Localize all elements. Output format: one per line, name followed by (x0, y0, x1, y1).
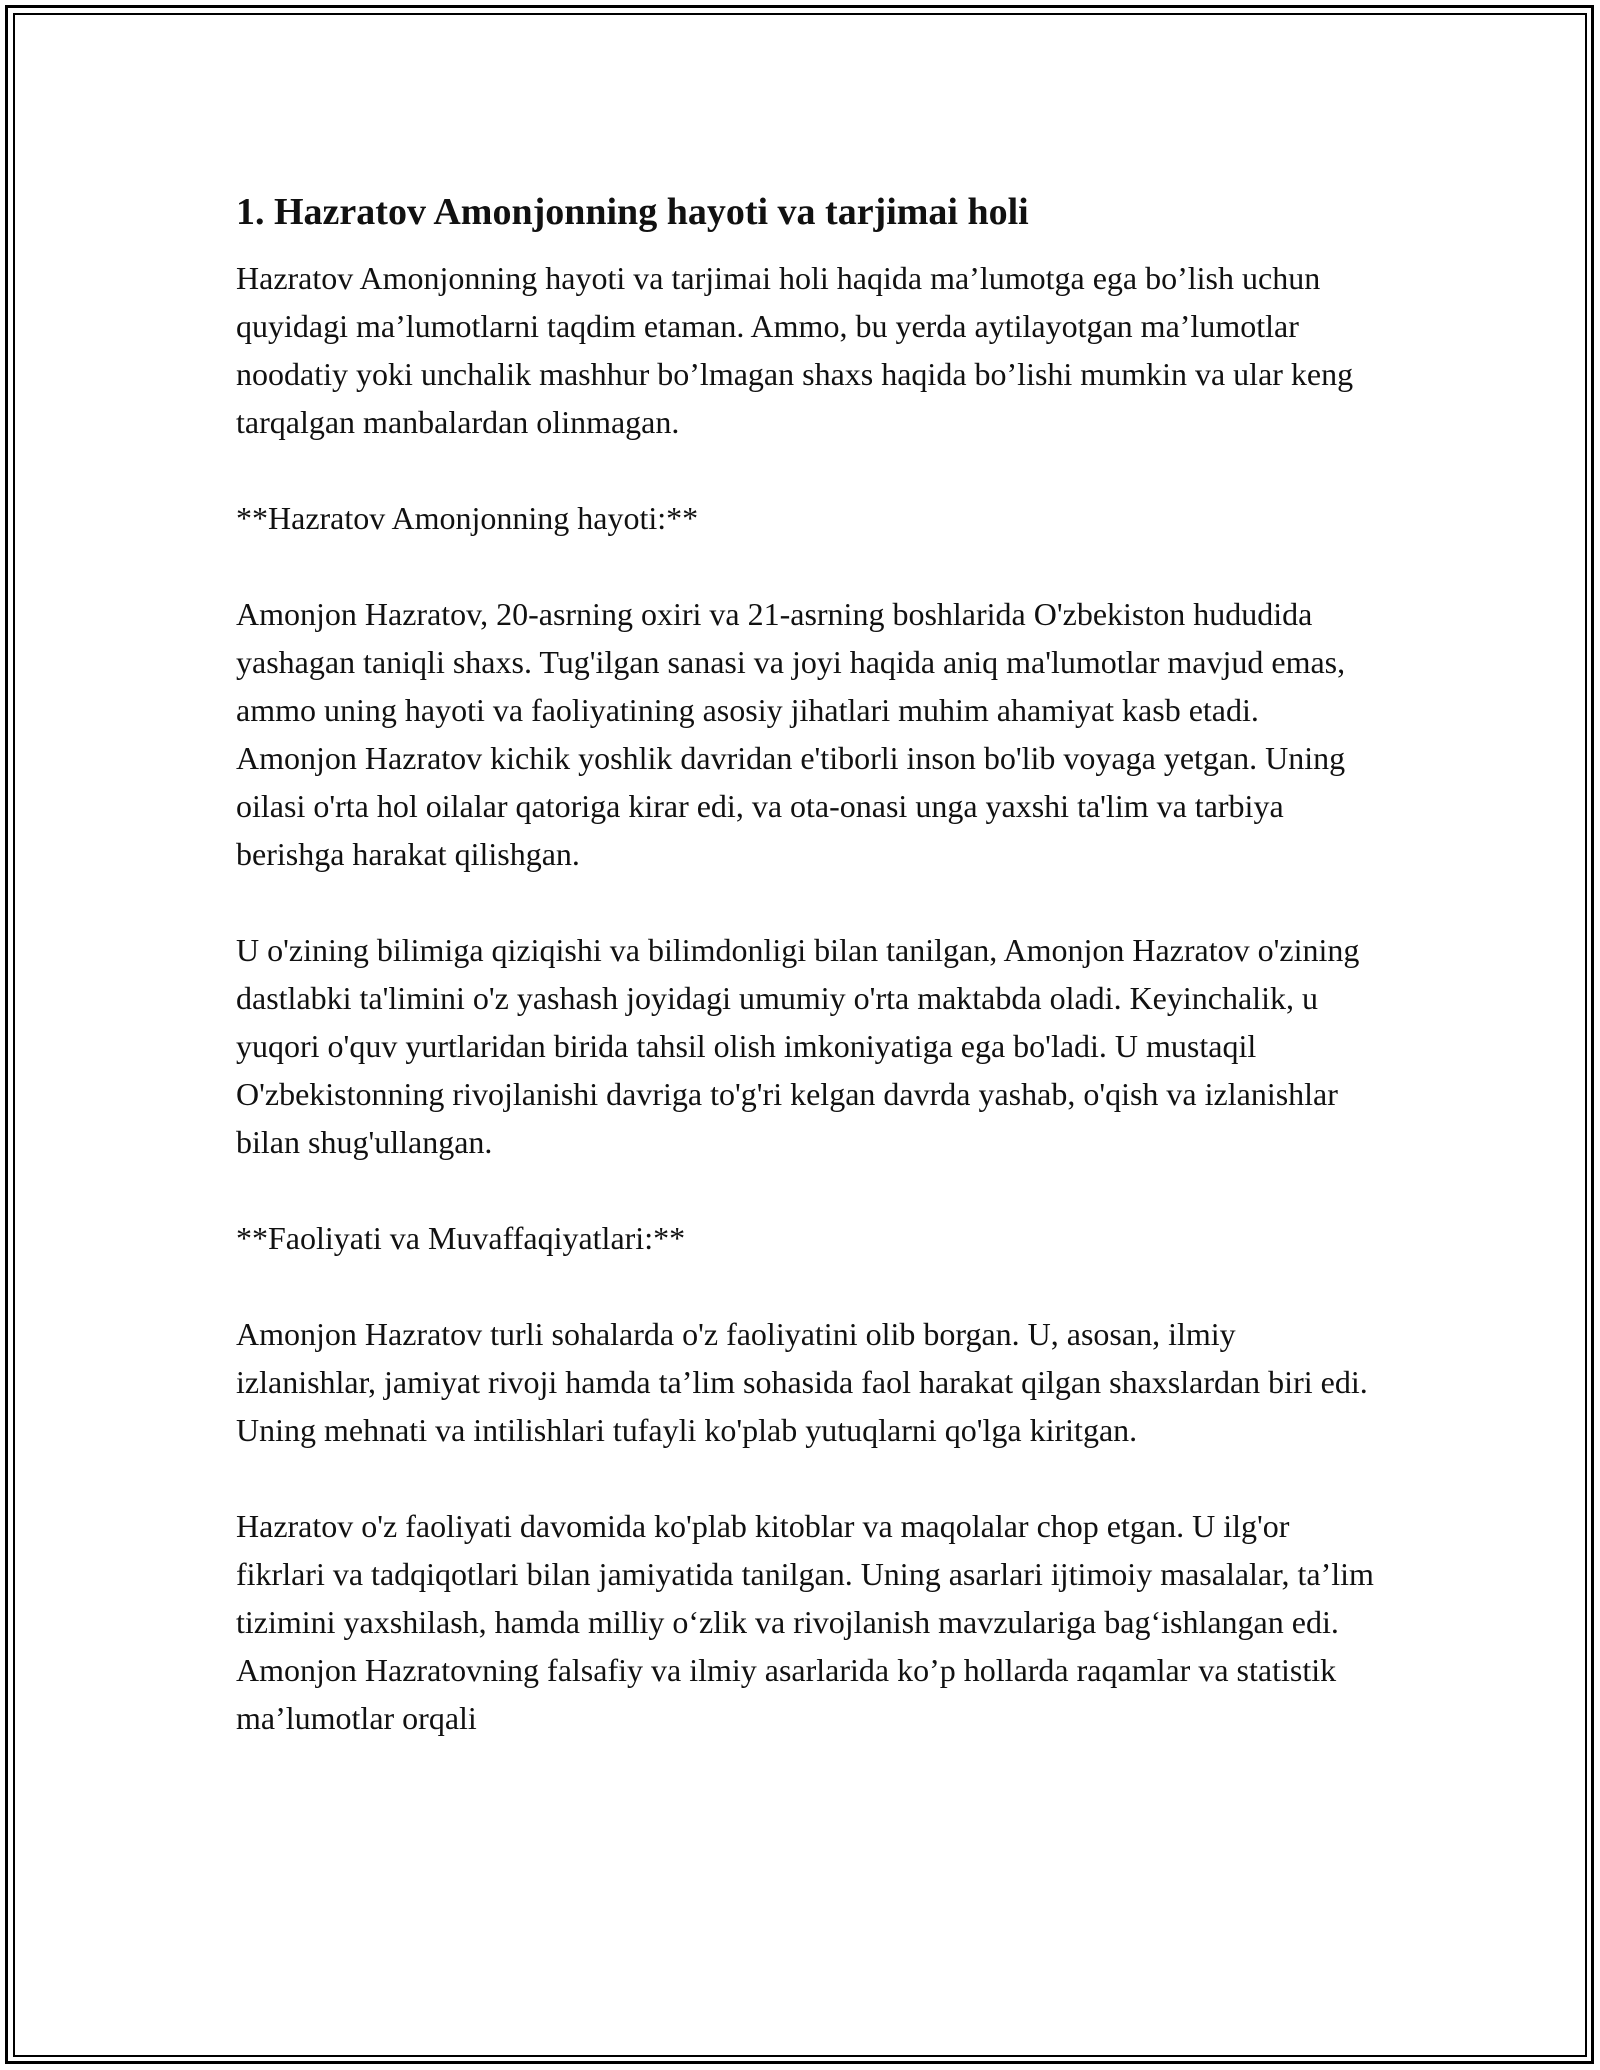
section-heading: 1. Hazratov Amonjonning hayoti va tarjimai holi (236, 191, 1029, 233)
paragraph-intro: Hazratov Amonjonning hayoti va tarjimai holi haqida ma’lumotga ega bo’lish uchun quyidagi ma’lumotlarni taqdim etaman. Ammo, bu yerda aytilayotgan ma’lumotlar noodatiy yoki unchalik mashhur bo’lmagan shaxs haqida bo’lishi mumkin va ular keng tarqalgan manbalardan olinmagan. (236, 260, 1354, 440)
paragraph-subheading-hayoti: **Hazratov Amonjonning hayoti:** (236, 500, 699, 536)
paragraph-activities: Amonjon Hazratov turli sohalarda o'z faoliyatini olib borgan. U, asosan, ilmiy izlanishlar, jamiyat rivoji hamda ta’lim sohasida faol harakat qilgan shaxslardan biri edi. Uning mehnati va intilishlari tufayli ko'plab yutuqlarni qo'lga kiritgan. (236, 1316, 1368, 1448)
paragraph-biography: Amonjon Hazratov, 20-asrning oxiri va 21-asrning boshlarida O'zbekiston hududida yashagan taniqli shaxs. Tug'ilgan sanasi va joyi haqida aniq ma'lumotlar mavjud emas, ammo uning hayoti va faoliyatining asosiy jihatlari muhim ahamiyat kasb etadi. Amonjon Hazratov kichik yoshlik davridan e'tiborli inson bo'lib voyaga yetgan. Uning oilasi o'rta hol oilalar qatoriga kirar edi, va ota-onasi unga yaxshi ta'lim va tarbiya berishga harakat qilishgan. (236, 596, 1346, 872)
paragraph-education: U o'zining bilimiga qiziqishi va bilimdonligi bilan tanilgan, Amonjon Hazratov o'zining dastlabki ta'limini o'z yashash joyidagi umumiy o'rta maktabda oladi. Keyinchalik, u yuqori o'quv yurtlaridan birida tahsil olish imkoniyatiga ega bo'ladi. U mustaqil O'zbekistonning rivojlanishi davriga to'g'ri kelgan davrda yashab, o'qish va izlanishlar bilan shug'ullangan. (236, 932, 1360, 1160)
paragraph-publications: Hazratov o'z faoliyati davomida ko'plab kitoblar va maqolalar chop etgan. U ilg'or fikrlari va tadqiqotlari bilan jamiyatida tanilgan. Uning asarlari ijtimoiy masalalar, ta’lim tizimini yaxshilash, hamda milliy o‘zlik va rivojlanish mavzulariga bag‘ishlangan edi. Amonjon Hazratovning falsafiy va ilmiy asarlarida ko’p hollarda raqamlar va statistik ma’lumotlar orqali (236, 1508, 1374, 1736)
document-body (236, 188, 1376, 1742)
paragraph-subheading-faoliyati: **Faoliyati va Muvaffaqiyatlari:** (236, 1220, 686, 1256)
